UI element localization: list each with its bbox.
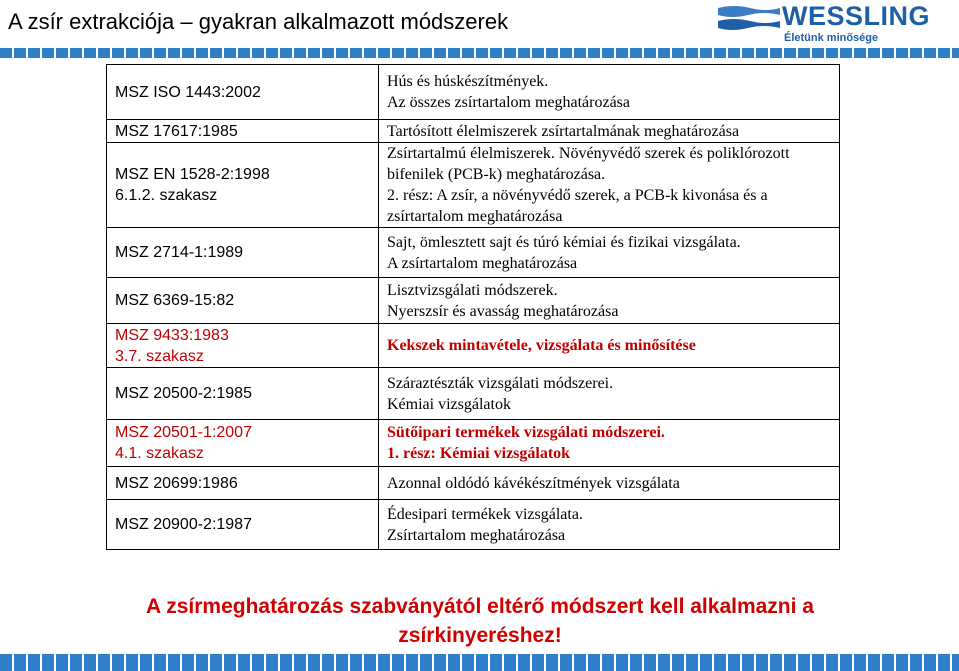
table-row xyxy=(107,143,840,228)
standard-code-cell xyxy=(107,420,379,467)
standard-code-cell xyxy=(107,120,379,143)
standard-description-line: Tartósított élelmiszerek zsírtartalmának meghatározása xyxy=(387,122,740,140)
standard-code-line: 3.7. szakasz xyxy=(115,347,204,365)
footer-note xyxy=(60,592,900,650)
standard-description-line: Zsírtartalmú élelmiszerek. Növényvédő szerek és poliklórozott bifenilek (PCB-k) meghatározása. xyxy=(387,145,790,183)
standard-description-cell xyxy=(379,120,840,143)
table-row xyxy=(107,467,840,500)
standard-description-cell xyxy=(379,278,840,324)
table-row xyxy=(107,500,840,550)
standard-code-cell xyxy=(107,500,379,550)
standard-code-cell xyxy=(107,467,379,500)
table-row xyxy=(107,420,840,467)
standard-description-line: 1. rész: Kémiai vizsgálatok xyxy=(387,445,571,462)
standard-description-line: Lisztvizsgálati módszerek. xyxy=(387,281,558,299)
table-row xyxy=(107,368,840,420)
wessling-logo xyxy=(716,1,952,48)
standards-table xyxy=(106,64,840,550)
standard-description-cell xyxy=(379,467,840,500)
standard-code-cell xyxy=(107,278,379,324)
standard-code-line: MSZ 20900-2:1987 xyxy=(115,516,252,533)
standard-description-cell xyxy=(379,228,840,278)
standard-code-cell xyxy=(107,324,379,368)
standard-code-cell xyxy=(107,65,379,120)
table-row xyxy=(107,278,840,324)
standard-code-line: MSZ 17617:1985 xyxy=(115,122,238,140)
standard-description-cell xyxy=(379,143,840,228)
standard-description-line: Azonnal oldódó kávékészítmények vizsgálata xyxy=(387,474,680,492)
standard-description-line: Kémiai vizsgálatok xyxy=(387,395,511,413)
standard-code-line: MSZ EN 1528-2:1998 xyxy=(115,166,270,183)
standard-code-line: MSZ ISO 1443:2002 xyxy=(115,83,261,101)
standard-description-cell xyxy=(379,324,840,368)
standard-description-cell xyxy=(379,420,840,467)
standard-code-cell xyxy=(107,143,379,228)
table-row xyxy=(107,120,840,143)
standard-code-line: MSZ 20500-2:1985 xyxy=(115,385,252,402)
standard-description-cell xyxy=(379,500,840,550)
standard-code-line: MSZ 20699:1986 xyxy=(115,474,238,492)
standard-description-line: Zsírtartalom meghatározása xyxy=(387,526,566,544)
standard-code-line: MSZ 6369-15:82 xyxy=(115,292,235,309)
slide-title: A zsír extrakciója – gyakran alkalmazott módszerek xyxy=(8,9,509,34)
standard-description-line: Az összes zsírtartalom meghatározása xyxy=(387,94,631,111)
standard-code-cell xyxy=(107,368,379,420)
top-stripe-bar xyxy=(0,48,959,58)
standard-description-line: Édesipari termékek vizsgálata. xyxy=(387,505,583,523)
standard-description-line: Hús és húskészítmények. xyxy=(387,73,549,90)
standard-description-cell xyxy=(379,368,840,420)
bottom-stripe-bar xyxy=(0,654,959,671)
logo-wordmark: WESSLING xyxy=(782,1,931,31)
standard-description-line: 2. rész: A zsír, a növényvédő szerek, a PCB-k kivonása és a zsírtartalom meghatározása xyxy=(387,187,768,225)
standard-code-line: MSZ 2714-1:1989 xyxy=(115,244,244,261)
table-row xyxy=(107,228,840,278)
footer-line-2: zsírkinyeréshez! xyxy=(398,624,562,647)
standard-description-line: A zsírtartalom meghatározása xyxy=(387,254,578,272)
standard-description-cell xyxy=(379,65,840,120)
standard-code-line: 4.1. szakasz xyxy=(115,445,204,462)
standard-description-line: Sütőipari termékek vizsgálati módszerei. xyxy=(387,424,665,441)
standard-description-line: Sajt, ömlesztett sajt és túró kémiai és fizikai vizsgálata. xyxy=(387,233,741,251)
table-row xyxy=(107,65,840,120)
logo-tagline: Életünk minősége xyxy=(784,32,879,44)
standard-description-line: Száraztészták vizsgálati módszerei. xyxy=(387,374,614,392)
standard-description-line: Nyerszsír és avasság meghatározása xyxy=(387,302,619,320)
standard-code-line: MSZ 9433:1983 xyxy=(115,326,229,344)
standard-code-line: 6.1.2. szakasz xyxy=(115,187,218,204)
standard-code-line: MSZ 20501-1:2007 xyxy=(115,424,252,441)
footer-line-1: A zsírmeghatározás szabványától eltérő módszert kell alkalmazni a xyxy=(146,595,814,618)
standard-description-line: Kekszek mintavétele, vizsgálata és minősítése xyxy=(387,337,696,354)
wessling-wave-icon xyxy=(716,4,782,34)
standard-code-cell xyxy=(107,228,379,278)
table-row xyxy=(107,324,840,368)
